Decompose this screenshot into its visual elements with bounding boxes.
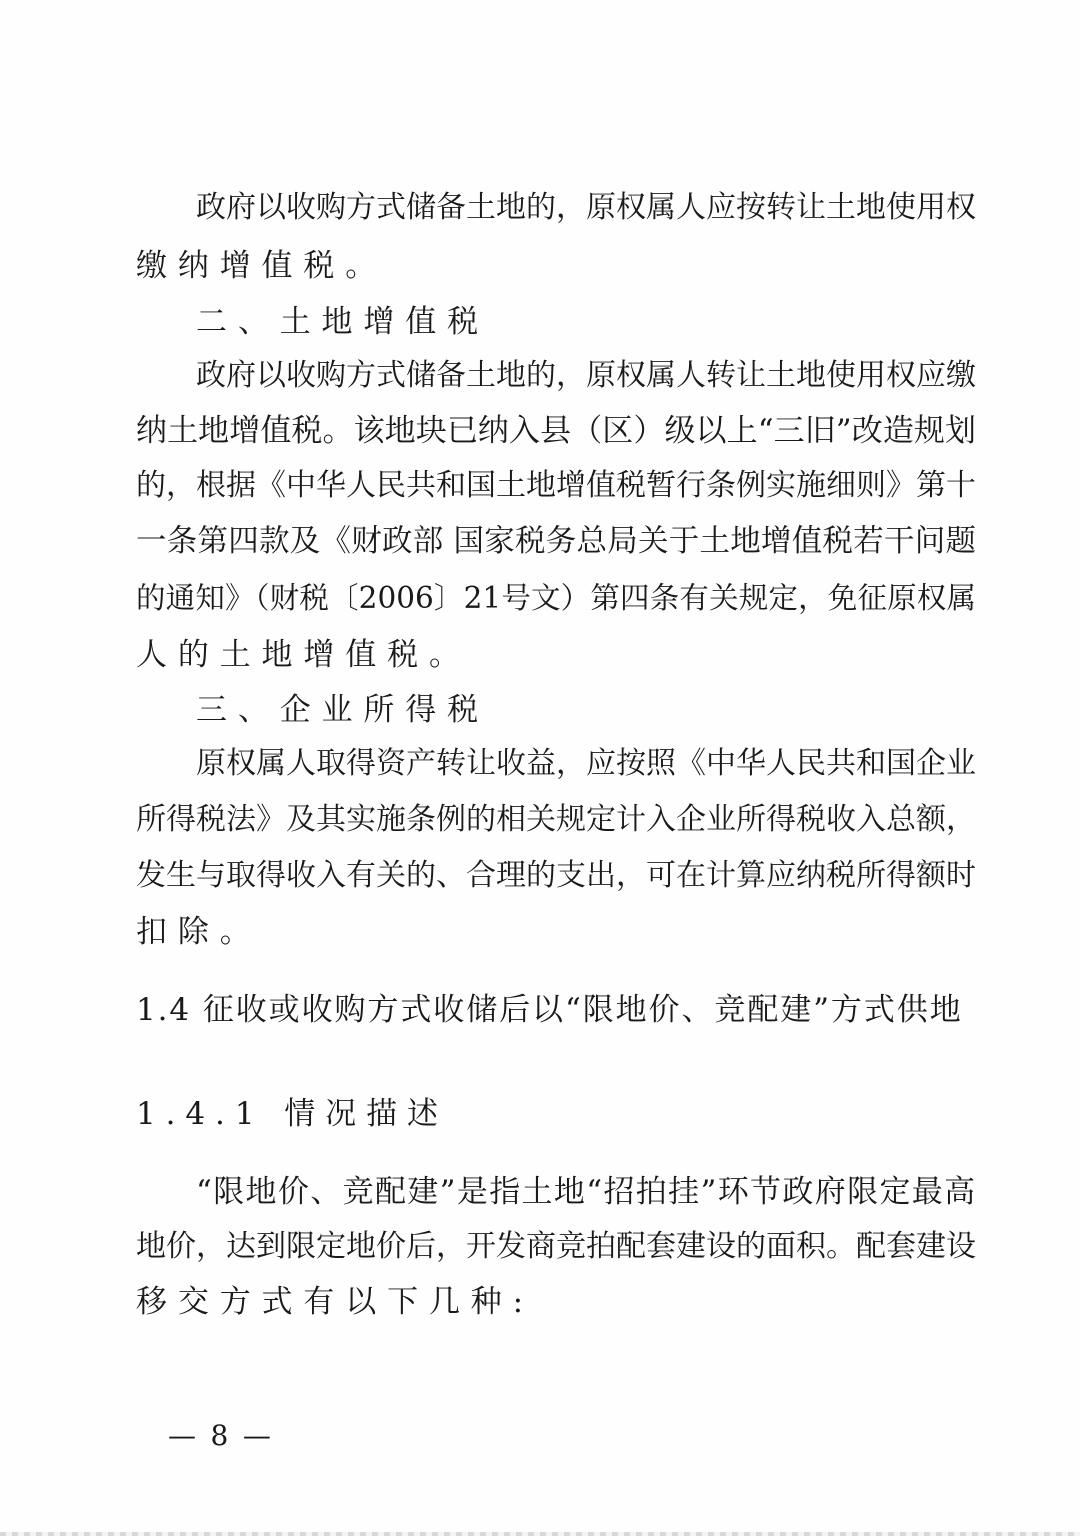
paragraph-land-appreciation-line-1: 政府以收购方式储备土地的，原权属人转让土地使用权应缴	[196, 358, 976, 393]
paragraph-land-appreciation-line-4: 一条第四款及《财政部 国家税务总局关于土地增值税若干问题	[136, 524, 976, 559]
paragraph-situation-line-1: “限地价、竞配建”是指土地“招拍挂”环节政府限定最高	[196, 1174, 976, 1210]
heading-enterprise-income-tax: 三、企业所得税	[196, 692, 489, 728]
paragraph-land-appreciation-line-2: 纳土地增值税。该地块已纳入县（区）级以上“三旧”改造规划	[136, 413, 976, 449]
paragraph-income-tax-line-3: 发生与取得收入有关的、合理的支出，可在计算应纳税所得额时	[136, 858, 976, 893]
paragraph-land-storage-vat-line-1: 政府以收购方式储备土地的，原权属人应按转让土地使用权	[196, 190, 976, 225]
heading-land-appreciation-tax: 二、土地增值税	[196, 304, 489, 340]
section-heading-1-4-1: 1.4.1 情况描述	[136, 1096, 448, 1132]
paragraph-situation-line-2: 地价，达到限定地价后，开发商竞拍配套建设的面积。配套建设	[136, 1229, 976, 1264]
scan-bottom-edge	[0, 1532, 1080, 1536]
paragraph-situation-line-3: 移交方式有以下几种:	[136, 1284, 534, 1320]
paragraph-land-appreciation-line-5: 的通知》（财税〔2006〕21号文）第四条有关规定，免征原权属	[136, 581, 976, 615]
paragraph-land-appreciation-line-6: 人的土地增值税。	[136, 637, 471, 673]
paragraph-income-tax-line-4: 扣除。	[136, 914, 262, 950]
paragraph-income-tax-line-2: 所得税法》及其实施条例的相关规定计入企业所得税收入总额，	[136, 802, 976, 837]
paragraph-land-storage-vat-line-2: 缴纳增值税。	[136, 248, 388, 284]
paragraph-land-appreciation-line-3: 的，根据《中华人民共和国土地增值税暂行条例实施细则》第十	[136, 468, 976, 503]
section-heading-1-4: 1.4 征收或收购方式收储后以“限地价、竞配建”方式供地	[136, 992, 963, 1028]
paragraph-income-tax-line-1: 原权属人取得资产转让收益，应按照《中华人民共和国企业	[196, 746, 976, 781]
page-number: — 8 —	[168, 1419, 274, 1452]
